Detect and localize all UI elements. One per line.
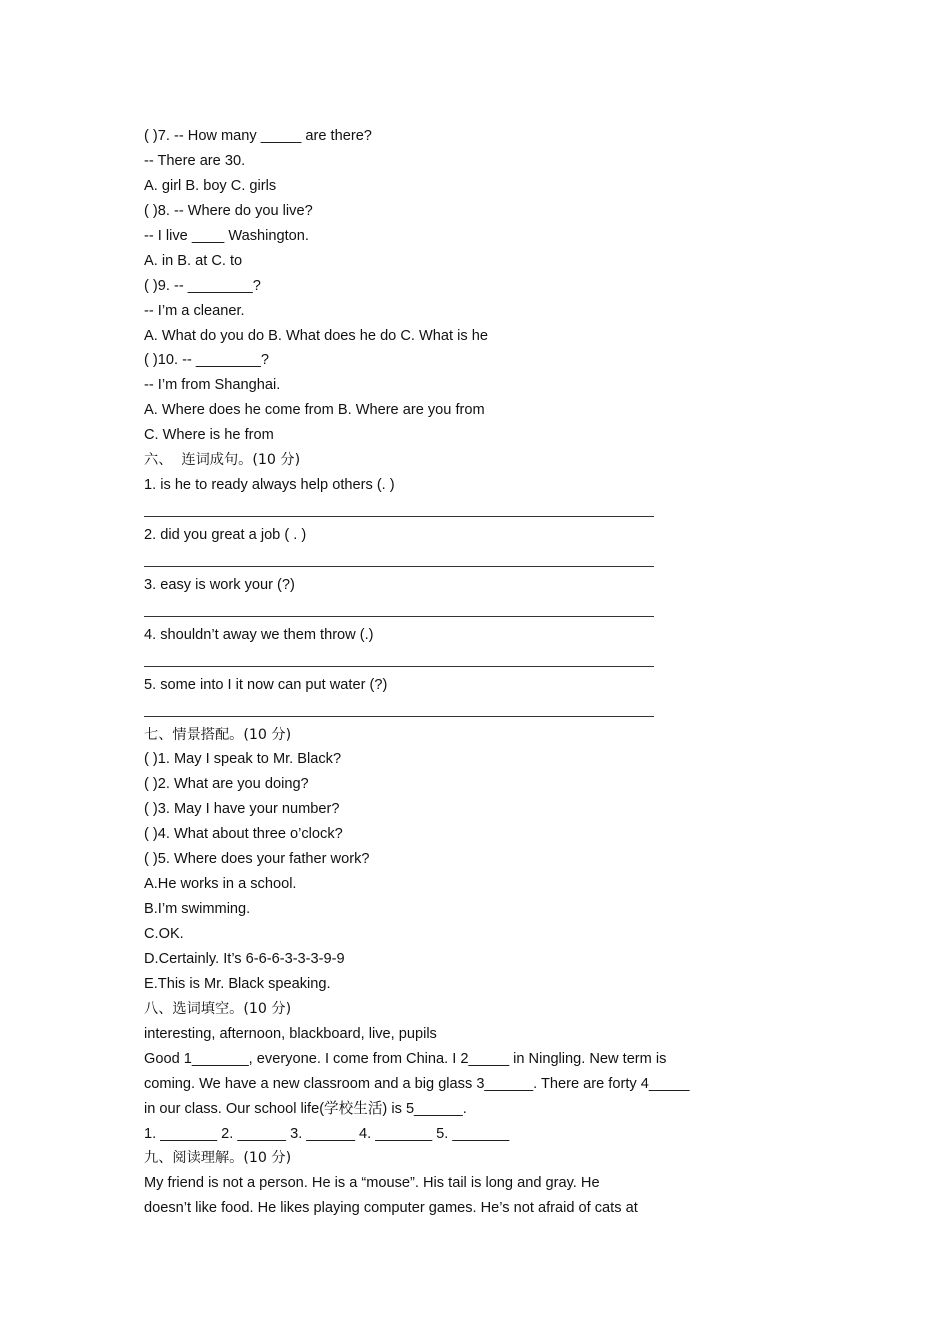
text-line: 4. shouldn’t away we them throw (.) [144, 626, 374, 643]
text-line: ( )7. -- How many _____ are there? [144, 128, 372, 144]
text-line: D.Certainly. It’s 6-6-6-3-3-3-9-9 [144, 950, 345, 967]
section-heading: 六、 连词成句。(10 分) [144, 452, 301, 469]
text-line: A. Where does he come from B. Where are you from [144, 402, 485, 419]
text-line: E.This is Mr. Black speaking. [144, 975, 331, 992]
text-line: ( )3. May I have your number? [144, 801, 340, 818]
text-line: -- I’m from Shanghai. [144, 377, 281, 394]
text-line: coming. We have a new classroom and a big glass 3______. There are forty 4_____ [144, 1075, 690, 1092]
text-line: My friend is not a person. He is a “mouse”. His tail is long and gray. He [144, 1175, 600, 1192]
answer-line [144, 698, 744, 723]
text-line: in our class. Our school life(学校生活) is 5______. [144, 1100, 467, 1117]
text-line: 5. some into I it now can put water (?) [144, 676, 388, 693]
text-line: ( )2. What are you doing? [144, 776, 309, 793]
text-line: C.OK. [144, 926, 184, 942]
text-line: -- I’m a cleaner. [144, 302, 245, 319]
text-line: Good 1_______, everyone. I come from China. I 2_____ in Ningling. New term is [144, 1050, 667, 1067]
text-line: ( )5. Where does your father work? [144, 851, 370, 868]
text-line: A.He works in a school. [144, 876, 297, 893]
exam-page [144, 124, 744, 1221]
section-heading: 七、情景搭配。(10 分) [144, 726, 292, 743]
section-heading: 八、选词填空。(10 分) [144, 1000, 292, 1017]
text-line: ( )1. May I speak to Mr. Black? [144, 751, 342, 768]
answer-line [144, 548, 744, 573]
section-heading: 九、阅读理解。(10 分) [144, 1150, 292, 1167]
text-line: -- I live ____ Washington. [144, 227, 309, 244]
text-line: 3. easy is work your (?) [144, 576, 295, 593]
text-line: B.I’m swimming. [144, 901, 251, 918]
text-line: A. What do you do B. What does he do C. What is he [144, 327, 488, 344]
text-line: C. Where is he from [144, 427, 274, 444]
text-line: -- There are 30. [144, 152, 246, 169]
text-line: ( )10. -- ________? [144, 352, 269, 369]
answer-line [144, 598, 744, 623]
text-line: ( )8. -- Where do you live? [144, 202, 313, 219]
text-line: interesting, afternoon, blackboard, live, pupils [144, 1025, 437, 1042]
text-line: A. in B. at C. to [144, 252, 243, 269]
text-line: 2. did you great a job ( . ) [144, 527, 307, 543]
answer-line [144, 498, 744, 523]
text-line: doesn’t like food. He likes playing computer games. He’s not afraid of cats at [144, 1200, 638, 1217]
text-line: ( )4. What about three o’clock? [144, 826, 343, 843]
text-line: 1. _______ 2. ______ 3. ______ 4. _______ 5. _______ [144, 1125, 510, 1142]
answer-line [144, 648, 744, 673]
text-line: ( )9. -- ________? [144, 277, 261, 294]
text-line: 1. is he to ready always help others (. ) [144, 477, 395, 494]
text-line: A. girl B. boy C. girls [144, 177, 277, 194]
